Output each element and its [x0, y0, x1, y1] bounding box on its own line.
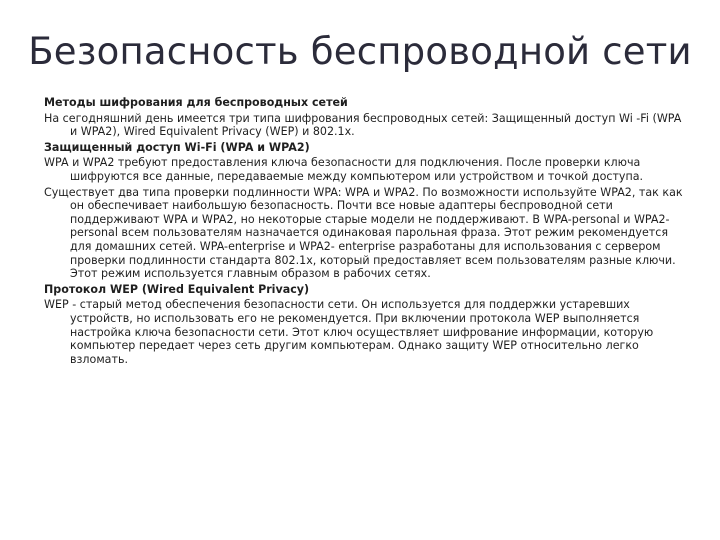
slide-body — [44, 96, 684, 366]
heading-wep: Протокол WEP (Wired Equivalent Privacy) — [44, 282, 310, 296]
slide-title: Безопасность беспроводной сети — [28, 30, 692, 73]
paragraph-wpa-key: WPA и WPA2 требуют предоставления ключа безопасности для подключения. После проверки ключа шифруются все данные, передаваемые между компьютером или устройством и точкой доступа. — [44, 156, 644, 183]
heading-wpa: Защищенный доступ Wi-Fi (WPA и WPA2) — [44, 140, 310, 154]
paragraph-encryption-types: На сегодняшний день имеется три типа шифрования беспроводных сетей: Защищенный доступ Wi -Fi (WPA и WPA2), Wired Equivalent Privacy (WEP) и 802.1x. — [44, 111, 682, 139]
paragraph-wep: WEP - старый метод обеспечения безопасности сети. Он используется для поддержки устаревших устройств, но использовать его не рекомендуется. При включении протокола WEP выполняется настройка ключа безопасности сети. Этот ключ осуществляет шифрование информации, которую компьютер передает через сеть другим компьютерам. Однако защиту WEP относительно легко взломать. — [44, 298, 654, 366]
paragraph-wpa-types: Существует два типа проверки подлинности WPA: WPA и WPA2. По возможности используйте WPA2, так как он обеспечивает наибольшую безопасность. Почти все новые адаптеры беспроводной сети поддерживают WPA и WPA2, но некоторые старые модели не поддерживают. В WPA-personal и WPA2- personal всем пользователям назначается одинаковая парольная фраза. Этот режим рекомендуется для домашних сетей. WPA-enterprise и WPA2- enterprise разработаны для использования с сервером проверки подлинности стандарта 802.1x, который предоставляет всем пользователям разные ключи. Этот режим используется главным образом в рабочих сетях. — [44, 185, 683, 281]
heading-encryption-methods: Методы шифрования для беспроводных сетей — [44, 96, 348, 109]
